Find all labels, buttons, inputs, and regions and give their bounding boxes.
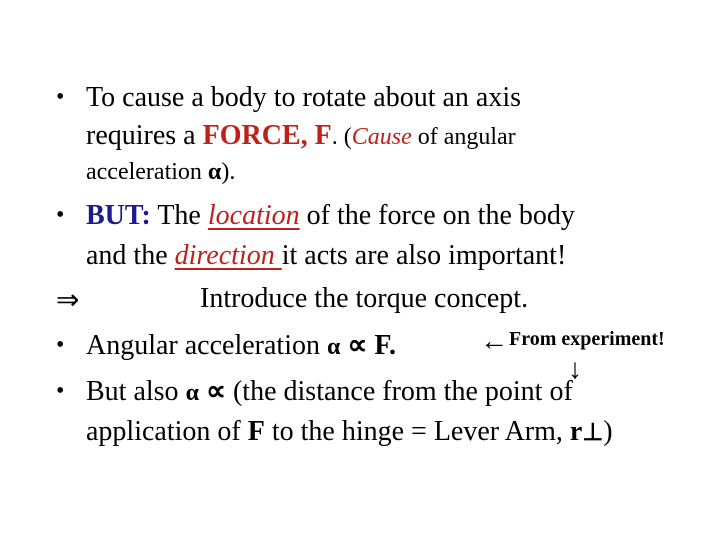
bullet-4-text-1b: (the distance from the point of	[232, 376, 573, 407]
location-term: location	[207, 200, 300, 231]
bullet-1-line-2	[86, 120, 516, 153]
bullet-4-text-2c: )	[603, 416, 613, 447]
bullet-2-text-1b: of the force on the body	[299, 200, 575, 231]
alpha-symbol: α	[326, 334, 341, 360]
proportional-symbol: ∝	[205, 376, 226, 407]
bullet-4-marker: •	[56, 378, 65, 404]
force-f: F.	[374, 330, 396, 361]
bullet-2-text-2b: it acts are also important!	[281, 240, 567, 271]
bullet-2-marker: •	[56, 202, 65, 228]
direction-term: direction	[174, 240, 282, 271]
bullet-4-line-1	[86, 376, 573, 409]
but-label: BUT:	[86, 200, 151, 231]
bullet-1-marker: •	[56, 84, 65, 110]
lever-arm-r: r	[569, 416, 583, 447]
bullet-1-text-2a: requires a	[86, 120, 203, 151]
bullet-1-text-1: To cause a body to rotate about an axis	[86, 82, 522, 113]
bullet-1-text-2b: . (	[331, 124, 352, 150]
experiment-note: From experiment!	[509, 328, 665, 350]
proportional-symbol: ∝	[347, 330, 368, 361]
implies-arrow: ⇒	[56, 285, 80, 316]
down-arrow-icon: ↓	[568, 354, 582, 385]
bullet-1-line-3	[86, 156, 235, 188]
alpha-symbol: α	[207, 159, 222, 185]
cause-term: Cause	[351, 124, 412, 150]
bullet-2-line-1	[86, 200, 575, 232]
bullet-1-line-1	[86, 82, 521, 114]
alpha-symbol: α	[185, 380, 199, 406]
bullet-2-text-2a: and the	[86, 240, 175, 271]
bullet-2-line-2	[86, 240, 566, 272]
bullet-1-text-3a: acceleration	[86, 159, 208, 185]
left-arrow-icon: ←	[480, 326, 508, 357]
bullet-3-text: Angular acceleration	[86, 330, 327, 361]
bullet-1-text-3b: ).	[221, 159, 236, 185]
perpendicular-symbol: ⊥	[582, 420, 604, 446]
bullet-4-line-2	[86, 416, 613, 449]
force-f: F	[247, 416, 265, 447]
bullet-4-text-1a: But also	[86, 376, 186, 407]
bullet-3-line	[86, 330, 396, 363]
bullet-4-text-2a: application of	[86, 416, 248, 447]
torque-concept-text: Introduce the torque concept.	[200, 283, 529, 314]
bullet-4-text-2b: to the hinge = Lever Arm,	[264, 416, 570, 447]
bullet-3-marker: •	[56, 332, 65, 358]
bullet-1-text-2c: of angular	[411, 124, 516, 150]
bullet-2-text-1a: The	[150, 200, 208, 231]
torque-concept-line	[200, 283, 528, 315]
force-term: FORCE, F	[202, 120, 332, 151]
